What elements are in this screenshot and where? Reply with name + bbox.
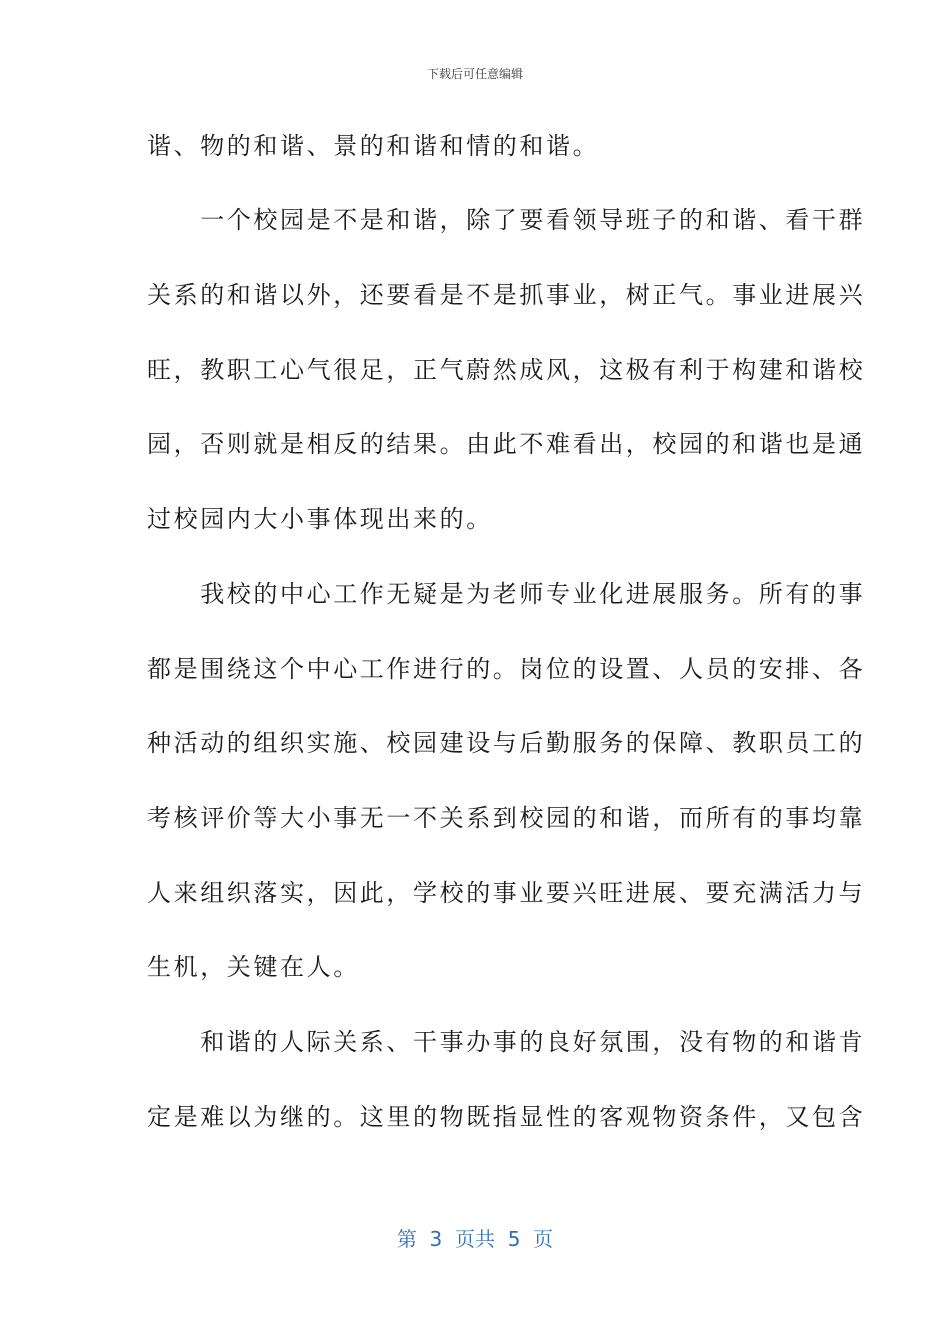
text-line: 和谐的人际关系、干事办事的良好氛围，没有物的和谐肯 <box>147 1028 866 1056</box>
text-line: 种活动的组织实施、校园建设与后勤服务的保障、教职员工的 <box>147 729 866 757</box>
text-line: 一个校园是不是和谐，除了要看领导班子的和谐、看干群 <box>147 206 866 234</box>
page-number-footer: 第 3 页共 5 页 <box>396 1227 554 1251</box>
text-line: 都是围绕这个中心工作进行的。岗位的设置、人员的安排、各 <box>147 655 866 683</box>
text-line: 生机，关键在人。 <box>147 953 360 981</box>
text-line: 园，否则就是相反的结果。由此不难看出，校园的和谐也是通 <box>147 430 866 458</box>
text-line: 定是难以为继的。这里的物既指显性的客观物资条件，又包含 <box>147 1103 866 1131</box>
text-line: 旺，教职工心气很足，正气蔚然成风，这极有利于构建和谐校 <box>147 356 866 384</box>
text-line: 我校的中心工作无疑是为老师专业化进展服务。所有的事 <box>147 580 866 608</box>
text-line: 考核评价等大小事无一不关系到校园的和谐，而所有的事均靠 <box>147 804 866 832</box>
text-line: 谐、物的和谐、景的和谐和情的和谐。 <box>147 132 600 160</box>
text-line: 过校园内大小事体现出来的。 <box>147 505 493 533</box>
header-note: 下载后可任意编辑 <box>426 67 523 81</box>
text-line: 人来组织落实，因此，学校的事业要兴旺进展、要充满活力与 <box>147 879 866 907</box>
text-line: 关系的和谐以外，还要看是不是抓事业，树正气。事业进展兴 <box>147 281 866 309</box>
